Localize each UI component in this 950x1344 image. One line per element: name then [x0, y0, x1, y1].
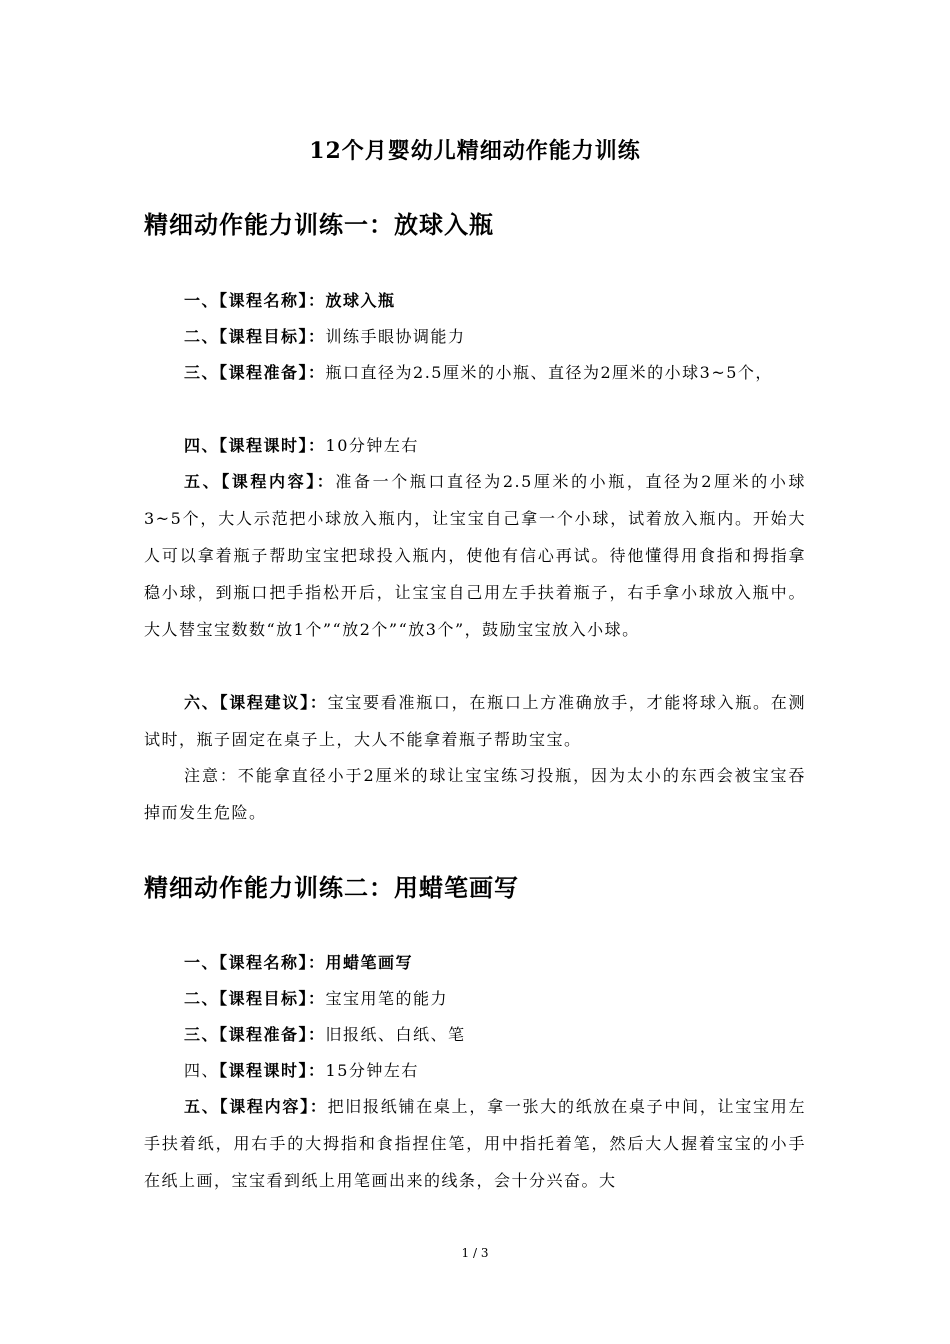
item-label: 【课程内容】： — [219, 1097, 328, 1116]
course-item — [144, 1016, 806, 1053]
item-value: 宝宝要看准瓶口，在瓶口上方准确放手，才能将球入瓶。在测试时，瓶子固定在桌子上，大人不能拿着瓶子帮助宝宝。 — [144, 693, 806, 749]
item-label: 【课程课时】： — [219, 1061, 326, 1080]
course-item — [144, 944, 806, 981]
item-value: 准备一个瓶口直径为2.5厘米的小瓶，直径为2厘米的小球3~5个，大人示范把小球放入瓶内，让宝宝自己拿一个小球，试着放入瓶内。开始大人可以拿着瓶子帮助宝宝把球投入瓶内，使他有信心再试。待他懂得用食指和拇指拿稳小球，到瓶口把手指松开后，让宝宝自己用左手扶着瓶子，右手拿小球放入瓶中。大人替宝宝数数“放1个”“放2个”“放3个”，鼓励宝宝放入小球。 — [144, 472, 806, 639]
item-value: 旧报纸、白纸、笔 — [325, 1025, 466, 1044]
item-value: 把旧报纸铺在桌上，拿一张大的纸放在桌子中间，让宝宝用左手扶着纸，用右手的大拇指和食指捏住笔，用中指托着笔，然后大人握着宝宝的小手在纸上画，宝宝看到纸上用笔画出来的线条，会十分兴奋。大 — [144, 1097, 806, 1190]
section-heading-1: 精细动作能力训练一：放球入瓶 — [144, 210, 494, 239]
item-label: 【课程名称】： — [219, 953, 326, 972]
document-title: 12个月婴幼儿精细动作能力训练 — [309, 138, 641, 164]
course-item — [144, 354, 806, 391]
item-label: 【课程建议】： — [219, 693, 328, 712]
item-label: 【课程目标】： — [219, 327, 326, 346]
item-label: 【课程内容】： — [221, 472, 336, 491]
item-label: 【课程名称】： — [219, 291, 326, 310]
item-number: 五、 — [184, 1097, 220, 1116]
item-label: 【课程准备】： — [219, 363, 326, 382]
item-value: 宝宝用笔的能力 — [325, 989, 449, 1008]
item-number: 三、 — [184, 363, 220, 382]
item-value: 放球入瓶 — [325, 291, 396, 310]
item-number: 四、 — [184, 436, 220, 455]
item-number: 六、 — [184, 693, 220, 712]
course-item — [144, 684, 806, 758]
item-number: 二、 — [184, 989, 220, 1008]
item-value: 用蜡笔画写 — [325, 953, 414, 972]
item-number: 三、 — [184, 1025, 220, 1044]
item-value: 瓶口直径为2.5厘米的小瓶、直径为2厘米的小球3~5个， — [325, 363, 773, 382]
course-item — [144, 282, 806, 319]
item-label: 【课程准备】： — [219, 1025, 326, 1044]
item-value: 训练手眼协调能力 — [325, 327, 466, 346]
item-value: 10分钟左右 — [325, 436, 419, 455]
course-item — [144, 980, 806, 1017]
section-heading-2: 精细动作能力训练二：用蜡笔画写 — [144, 873, 519, 902]
item-number: 一、 — [184, 953, 220, 972]
item-number: 一、 — [184, 291, 220, 310]
course-item — [144, 1088, 806, 1199]
course-item — [144, 463, 806, 648]
item-value: 15分钟左右 — [325, 1061, 419, 1080]
course-item — [144, 1052, 806, 1089]
course-item — [144, 427, 806, 464]
note-paragraph: 注意：不能拿直径小于2厘米的球让宝宝练习投瓶，因为太小的东西会被宝宝吞掉而发生危险。 — [144, 766, 806, 822]
item-number: 二、 — [184, 327, 220, 346]
course-item — [144, 318, 806, 355]
item-label: 【课程课时】： — [219, 436, 326, 455]
item-number: 四、 — [184, 1061, 220, 1080]
item-label: 【课程目标】： — [219, 989, 326, 1008]
page-number: 1 / 3 — [461, 1246, 489, 1260]
item-number: 五、 — [184, 472, 222, 491]
